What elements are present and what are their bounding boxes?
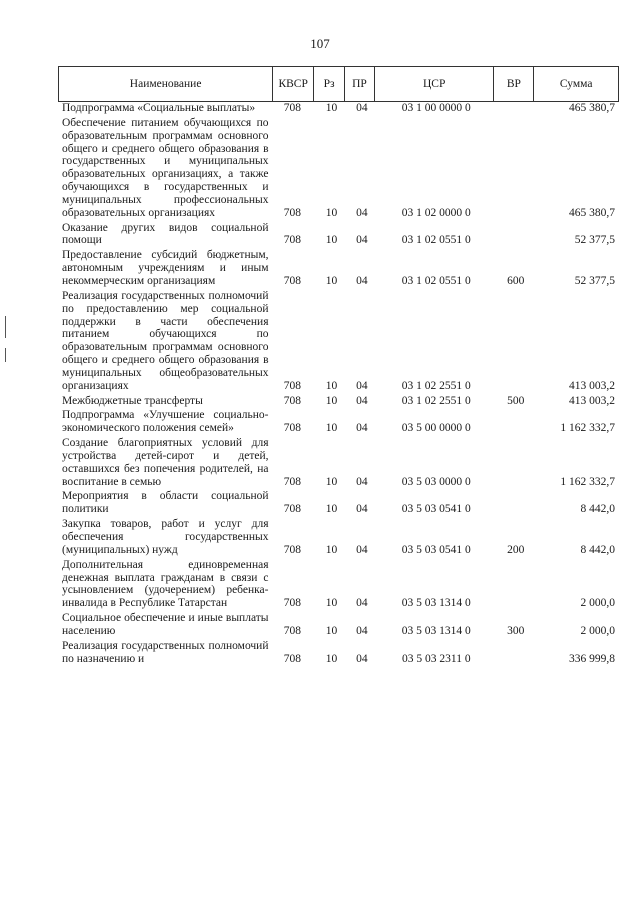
row-kvsr: 708 [283,102,301,114]
row-kvsr: 708 [283,274,301,287]
row-csr: 03 5 03 1314 0 [401,597,471,610]
row-kvsr: 708 [283,475,301,488]
row-kvsr: 708 [283,624,301,637]
table-row [58,640,619,666]
row-csr: 03 1 02 0551 0 [401,274,471,287]
row-csr: 03 1 02 2551 0 [401,379,471,392]
row-pr: 04 [356,234,368,247]
row-sum: 1 162 332,7 [560,475,615,488]
table-row [58,222,619,248]
row-pr: 04 [356,379,368,392]
row-kvsr: 708 [283,422,301,435]
row-pr: 04 [356,394,368,407]
row-csr: 03 5 03 0541 0 [401,543,471,556]
row-sum: 52 377,5 [574,274,615,287]
table-row [58,437,619,488]
row-csr: 03 5 03 1314 0 [401,624,471,637]
table-row [58,249,619,288]
row-name: Обеспечение питанием обучающихся по образовательным программам основного общего и среднего общего образования в государственных и муниципальных образовательных организациях, а также обучающихся в государственных и муниципальных профессиональных образовательных организациях [62,116,269,219]
table-row [58,559,619,610]
row-pr: 04 [356,624,368,637]
row-rz: 10 [325,394,338,407]
row-kvsr: 708 [283,652,301,665]
page-number: 107 [310,36,330,51]
row-kvsr: 708 [283,234,301,247]
row-sum: 465 380,7 [569,206,615,219]
header-name: Наименование [59,67,273,101]
row-sum: 2 000,0 [580,624,615,637]
row-vr: 600 [507,274,525,287]
row-name: Мероприятия в области социальной политики [62,490,269,516]
row-csr: 03 1 02 0000 0 [401,206,471,219]
table-row [58,290,619,393]
row-csr: 03 1 00 0000 0 [401,102,471,114]
row-csr: 03 5 03 0541 0 [401,503,471,516]
row-name: Социальное обеспечение и иные выплаты населению [62,612,269,637]
header-pr: ПР [345,67,375,101]
row-rz: 10 [325,379,338,392]
row-sum: 413 003,2 [569,394,615,407]
row-csr: 03 5 03 0000 0 [401,475,471,488]
row-pr: 04 [356,274,368,287]
row-rz: 10 [325,234,338,247]
scan-edge-mark [5,316,6,338]
row-rz: 10 [325,652,338,665]
row-csr: 03 5 03 2311 0 [402,652,471,665]
row-rz: 10 [325,624,338,637]
row-rz: 10 [325,274,338,287]
row-csr: 03 1 02 0551 0 [401,234,471,247]
table-header [58,66,619,102]
row-name: Закупка товаров, работ и услуг для обеспечения государственных (муниципальных) нужд [62,518,269,556]
row-kvsr: 708 [283,379,301,392]
row-vr: 200 [507,543,525,556]
row-pr: 04 [356,652,368,665]
row-sum: 465 380,7 [569,102,615,114]
row-rz: 10 [325,422,338,435]
header-vr: ВР [494,67,534,101]
row-pr: 04 [356,206,368,219]
row-pr: 04 [356,543,368,556]
row-kvsr: 708 [283,206,301,219]
row-pr: 04 [356,422,368,435]
row-name: Реализация государственных полномочий по назначению и [62,639,269,665]
row-sum: 52 377,5 [574,234,615,247]
row-pr: 04 [356,475,368,488]
row-name: Подпрограмма «Социальные выплаты» [62,102,256,114]
row-name: Оказание других видов социальной помощи [62,221,269,247]
header-rz: Рз [314,67,345,101]
table-row [58,612,619,638]
row-sum: 2 000,0 [580,597,615,610]
row-rz: 10 [325,597,338,610]
row-rz: 10 [325,543,338,556]
table-row [58,102,619,115]
row-pr: 04 [356,597,368,610]
row-name: Создание благоприятных условий для устройства детей-сирот и детей, оставшихся без попечения родителей, на воспитание в семью [62,437,269,488]
table-row [58,395,619,408]
row-name: Межбюджетные трансферты [62,394,203,407]
table-row [58,490,619,516]
row-name: Подпрограмма «Улучшение социально-экономического положения семей» [62,409,269,435]
row-csr: 03 5 00 0000 0 [401,422,471,435]
row-name: Дополнительная единовременная денежная выплата гражданам в связи с усыновлением (удочерением) ребенка-инвалида в Республике Татарстан [62,558,269,610]
row-kvsr: 708 [283,597,301,610]
table-row [58,117,619,220]
scan-edge-mark [5,348,6,362]
header-csr: ЦСР [375,67,495,101]
row-pr: 04 [356,503,368,516]
row-kvsr: 708 [283,543,301,556]
row-sum: 1 162 332,7 [560,422,615,435]
row-vr: 500 [507,394,525,407]
header-kvsr: КВСР [273,67,314,101]
row-sum: 8 442,0 [580,503,615,516]
row-rz: 10 [325,102,338,114]
row-name: Реализация государственных полномочий по предоставлению мер социальной поддержки в части обеспечения питанием обучающихся по образовательным программам основного общего и среднего общего образования в муниципальных общеобразовательных организациях [62,289,269,392]
row-rz: 10 [325,475,338,488]
row-rz: 10 [325,206,338,219]
row-sum: 336 999,8 [569,652,615,665]
row-rz: 10 [325,503,338,516]
row-kvsr: 708 [283,394,301,407]
table-body [58,102,619,667]
row-pr: 04 [356,102,368,114]
row-name: Предоставление субсидий бюджетным, автономным учреждениям и иным некоммерческим организациям [62,249,269,287]
row-sum: 413 003,2 [569,379,615,392]
header-sum: Сумма [559,78,593,90]
table-row [58,518,619,557]
table-row [58,409,619,435]
row-sum: 8 442,0 [580,543,615,556]
row-csr: 03 1 02 2551 0 [401,394,471,407]
row-vr: 300 [507,624,525,637]
row-kvsr: 708 [283,503,301,516]
